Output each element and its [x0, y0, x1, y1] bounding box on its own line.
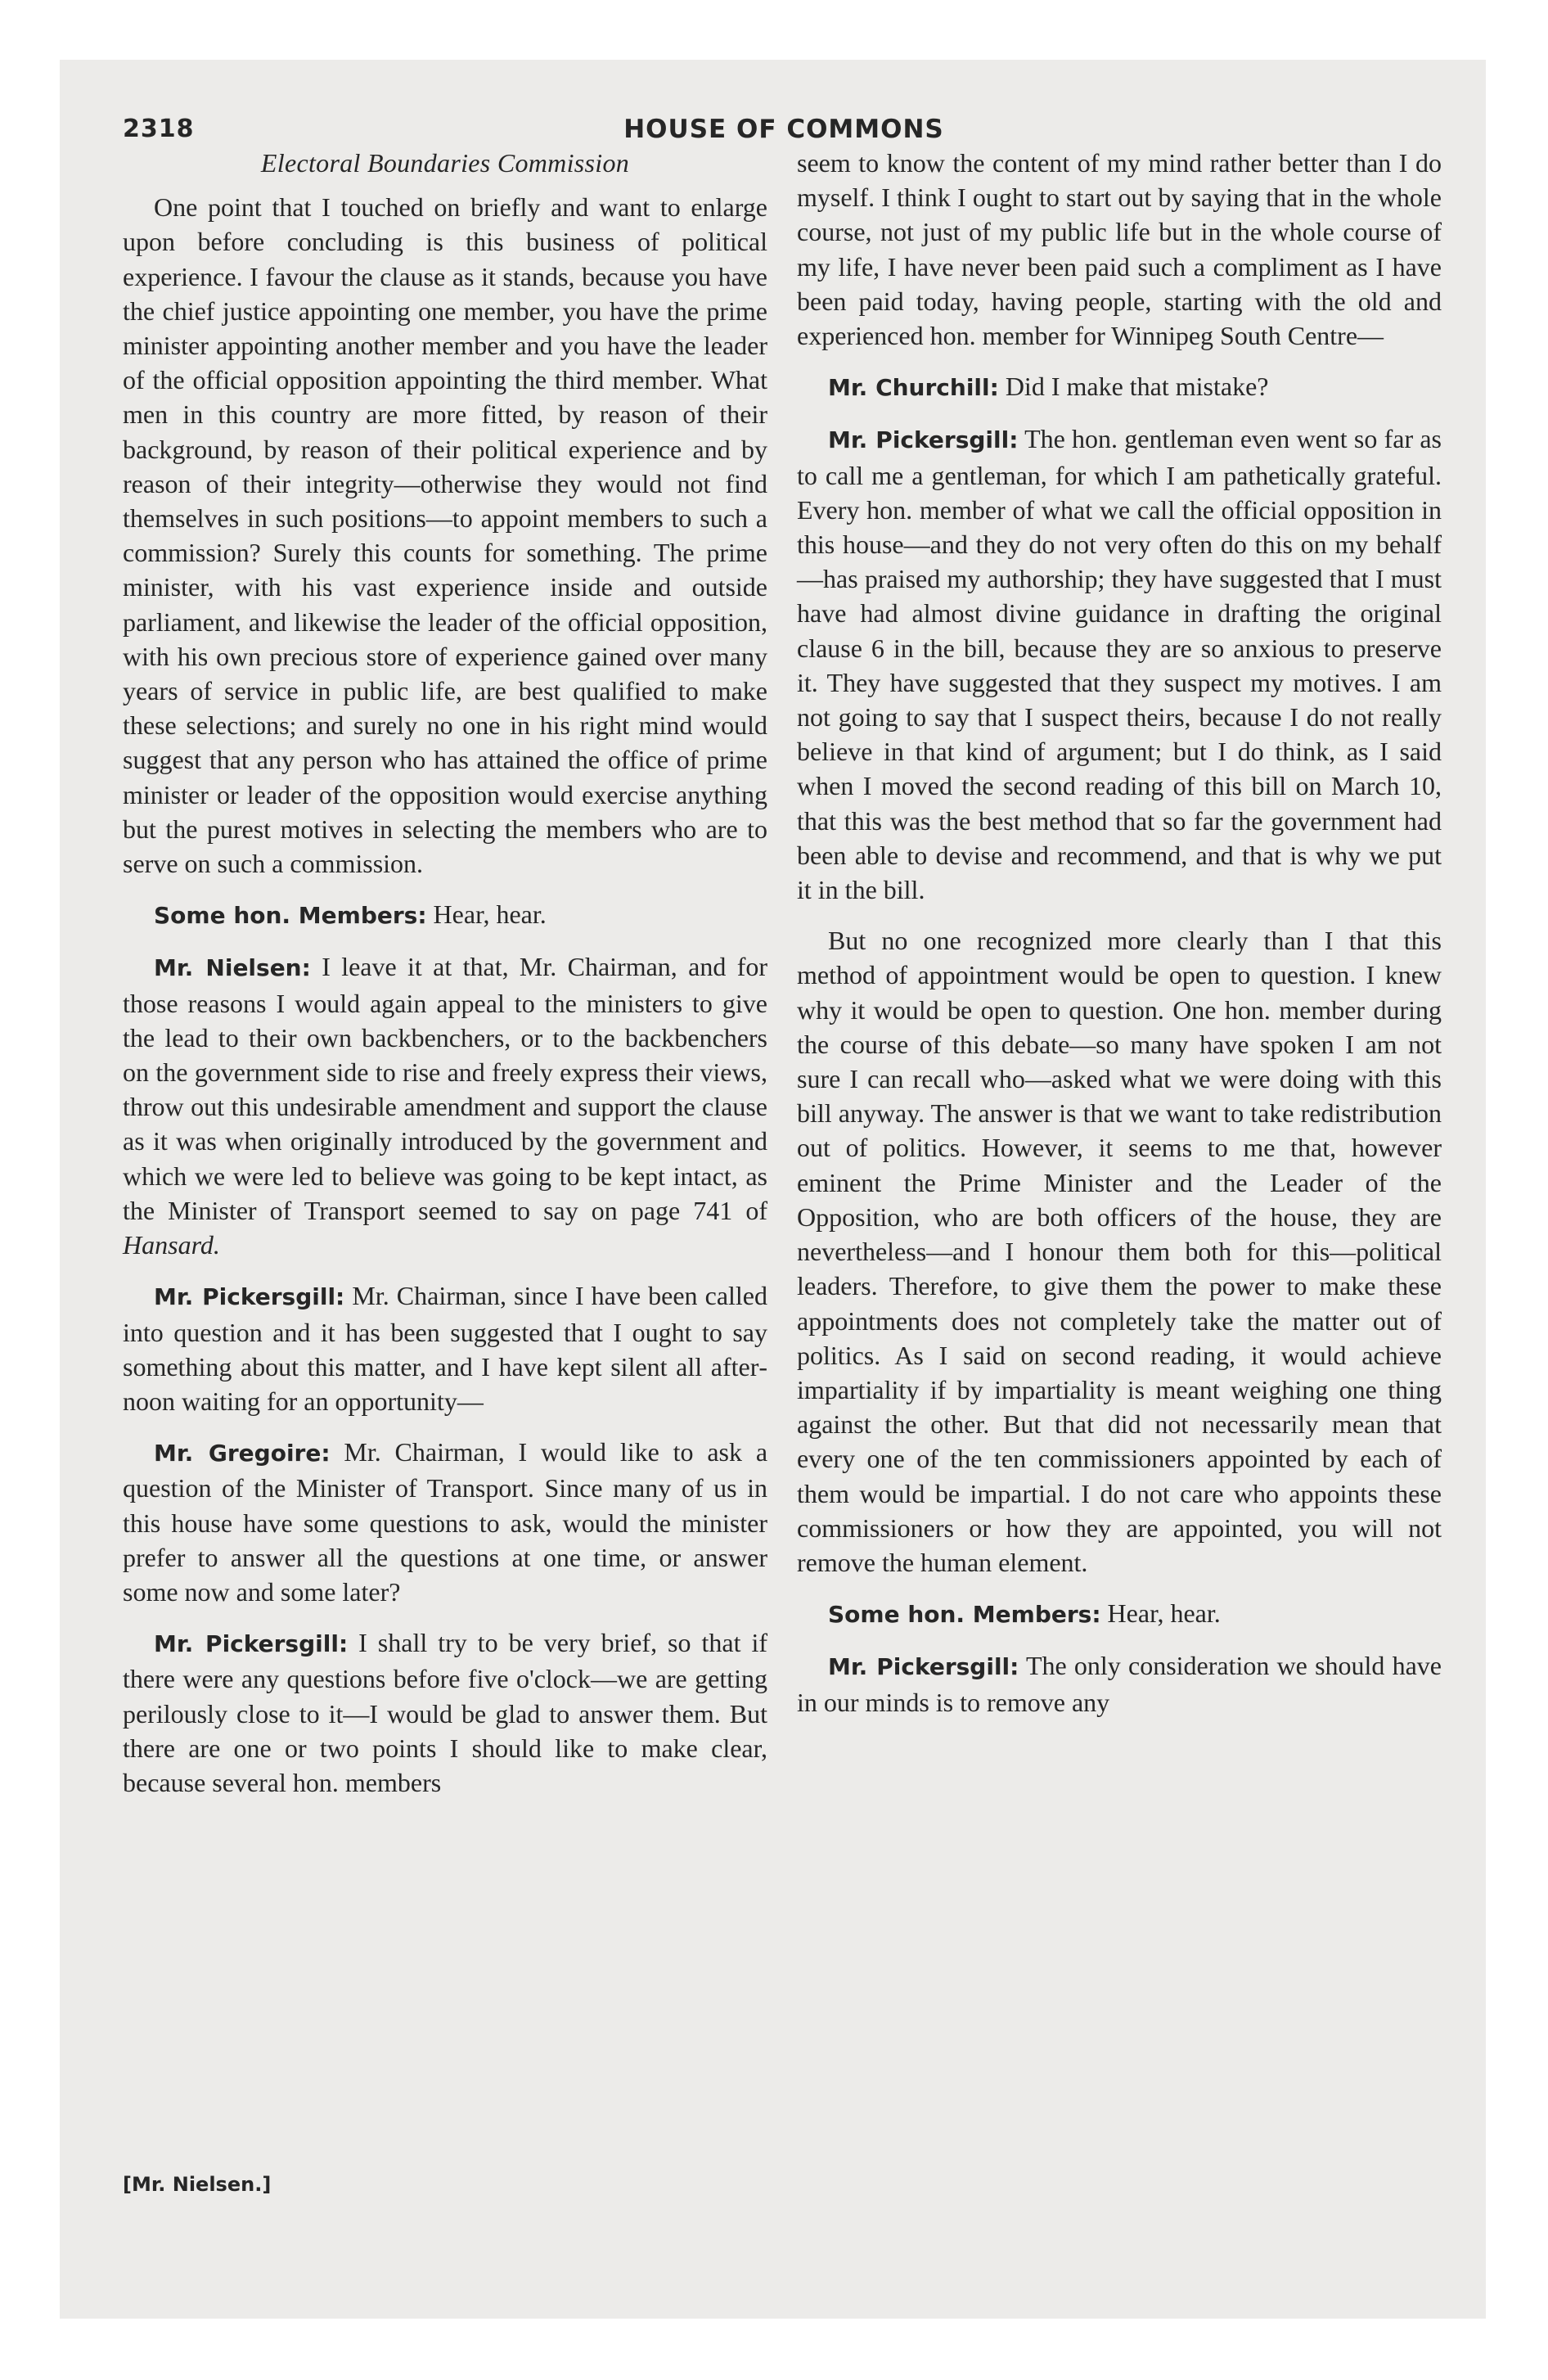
paragraph: One point that I touched on briefly and want to enlarge upon before concluding is this business of political experience. I favour the clause as it stands, because you have the chief justice appointing one member, you have the prime minister appointing another member and you have the leader of the official opposition appointing the third member. What men in this country are more fitted, by reason of their background, by reason of their political experience and by reason of their integrity—otherwise they would not find themselves in such positions—to appoint members to such a commission? Surely this counts for something. The prime minister, with his vast experience inside and outside parliament, and likewise the leader of the official opposition, with his own precious store of experience gained over many years of service in public life, are best qualified to make these selections; and surely no one in his right mind would suggest that any person who has attained the office of prime minister or leader of the opposition would exercise anything but the purest motives in selecting the members who are to serve on such a commission.: [123, 192, 767, 879]
hansard-reference: Hansard.: [123, 1230, 220, 1260]
section-heading: Electoral Boundaries Commission: [260, 148, 630, 178]
speech: [123, 1435, 767, 1609]
speech-text: The only consideration we should have in our minds is to remove any: [797, 1651, 1442, 1717]
right-column: [797, 146, 1442, 1720]
speaker-name: Mr. Gregoire:: [154, 1440, 331, 1467]
page-number: 2318: [123, 115, 195, 143]
speech: [797, 421, 1442, 907]
speaker-name: Mr. Pickersgill:: [828, 426, 1019, 454]
speaker-name: Mr. Pickersgill:: [154, 1283, 345, 1311]
speaker-name: Mr. Pickersgill:: [828, 1653, 1019, 1681]
speech-text: Hear, hear.: [433, 899, 547, 930]
speaker-name: Some hon. Members:: [154, 902, 427, 930]
speech-text: I leave it at that, Mr. Chairman, and for those reasons I would again appeal to the ministers to give the lead to their own backbenchers, or to the backbenchers on the government side to rise and freely express their views, throw out this undesirable amendment and support the clause as it was when originally introduced by the government and which we were led to believe was going to be kept intact, as the Minister of Transport seemed to say on page 741 of: [123, 952, 768, 1225]
speech: [797, 369, 1442, 405]
speaker-name: Mr. Nielsen:: [154, 954, 311, 982]
speech: [797, 1648, 1442, 1719]
speech-text: The hon. gentleman even went so far as to call me a gentleman, for which I am pathetically grateful. Every hon. member of what we call the official opposition in this house—and they do not very often do this on my behalf—has praised my authorship; they have suggested that I must have had almost divine guidance in drafting the original clause 6 in the bill, because they are so anxious to preserve it. They have suggested that they suspect my motives. I am not going to say that I suspect theirs, because I do not really believe in that kind of argument; but I do think, as I said when I moved the second reading of this bill on March 10, that this was the best method that so far the government had been able to devise and recommend, and that is why we put it in the bill.: [797, 424, 1442, 905]
speech: [123, 949, 767, 1262]
speech: [123, 1625, 767, 1800]
running-title: HOUSE OF COMMONS: [623, 115, 944, 144]
footer-note: [Mr. Nielsen.]: [123, 2173, 272, 2196]
speech-text: Mr. Chairman, I would like to ask a question of the Minister of Transport. Since many of us in this house have some questions to ask, would the minister prefer to answer all the questions at one time, or answer some now and some later?: [123, 1437, 768, 1607]
left-column: [123, 146, 767, 1800]
speaker-name: Mr. Pickersgill:: [154, 1630, 349, 1658]
paragraph: seem to know the content of my mind rather better than I do myself. I think I ought to start out by saying that in the whole course, not just of my public life but in the whole course of my life, I have never been paid such a compliment as I have been paid today, having people, starting with the old and experienced hon. member for Winnipeg South Centre—: [797, 148, 1442, 351]
speech: [797, 1596, 1442, 1632]
speech-text: Did I make that mistake?: [1005, 372, 1269, 402]
speech-text: Hear, hear.: [1107, 1598, 1221, 1629]
speech-text: I shall try to be very brief, so that if there were any questions before five o'clock—we are getting perilously close to it—I would be glad to answer them. But there are one or two points I should like to make clear, because several hon. members: [123, 1628, 768, 1797]
speech: [123, 897, 767, 933]
speech-text: Mr. Chairman, since I have been called into question and it has been suggested that I ought to say something about this matter, and I have kept silent all afternoon waiting for an opportunity—: [123, 1281, 768, 1416]
speaker-name: Some hon. Members:: [828, 1601, 1101, 1629]
speech: [123, 1278, 767, 1418]
speaker-name: Mr. Churchill:: [828, 374, 999, 402]
paragraph: But no one recognized more clearly than I that this method of appointment would be open to question. I knew why it would be open to question. One hon. member during the course of this debate—so many have spoken I am not sure I can recall who—asked what we were doing with this bill anyway. The answer is that we want to take redistribution out of politics. However, it seems to me that, however eminent the Prime Minister and the Leader of the Opposition, who are both officers of the house, they are nevertheless—and I honour them both for this—political leaders. Therefore, to give them the power to make these appointments does not completely take the matter out of politics. As I said on second reading, it would achieve impartiality if by impartiality is meant weighing one thing against the other. But that did not necessarily mean that every one of the ten commissioners appointed by each of them would be impartial. I do not care who appoints these commissioners or how they are appointed, you will not remove the human element.: [797, 926, 1442, 1577]
